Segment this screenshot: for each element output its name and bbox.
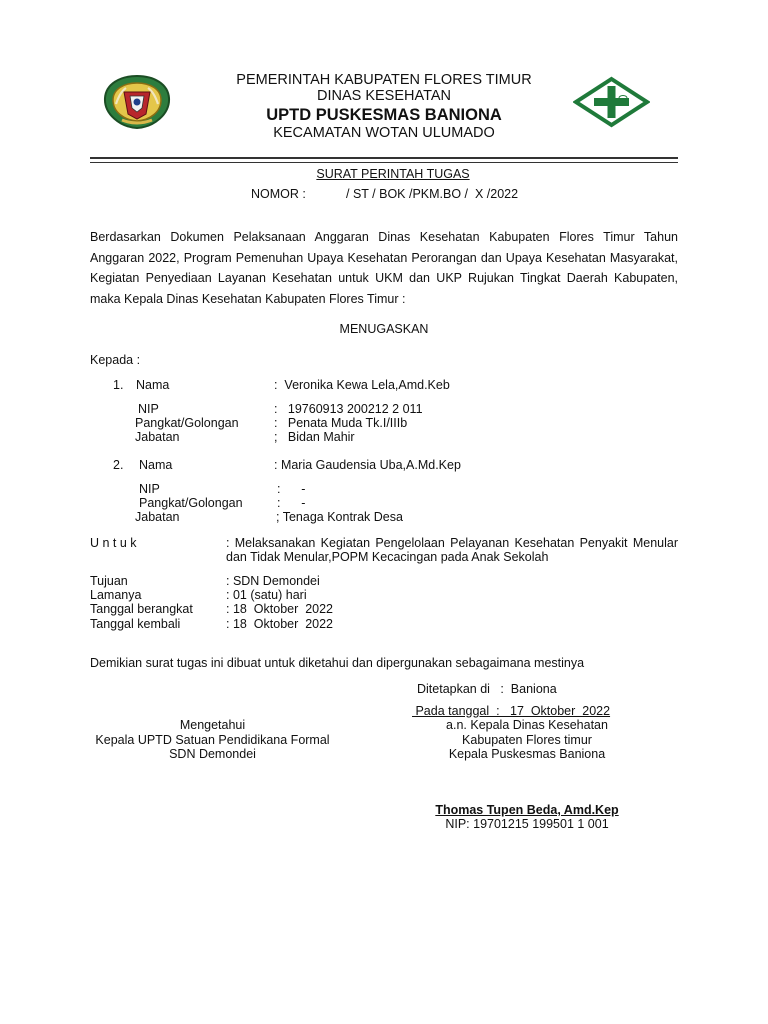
person-1-number: 1. bbox=[113, 378, 124, 392]
intro-text: Berdasarkan Dokumen Pelaksanaan Anggaran Dinas Kesehatan Kabupaten Flores Timur Tahun Anggaran 2022, Program Pemenuhan Upaya Kesehatan Perorangan dan Upaya Kesehatan Masyarakat, Kegiatan Penyediaan Layanan Kesehatan untuk UKM dan UKP Rujukan Tingkat Daerah Kabupaten, maka Kepala Dinas Kesehatan Kabupaten Flores Timur : bbox=[90, 230, 678, 306]
person-1-jabatan-value: ; Bidan Mahir bbox=[274, 430, 355, 444]
right-sign-an: a.n. Kepala Dinas Kesehatan bbox=[446, 718, 608, 732]
person-2-pangkat-value: : - bbox=[277, 496, 306, 510]
ditetapkan-place: Ditetapkan di : Baniona bbox=[417, 682, 557, 696]
menugaskan-heading: MENUGASKAN bbox=[339, 322, 429, 336]
left-sign-school: SDN Demondei bbox=[169, 747, 256, 761]
person-1-nama-label: Nama bbox=[136, 378, 170, 392]
person-2-nip-value: : - bbox=[277, 482, 306, 496]
person-2-pangkat-label: Pangkat/Golongan bbox=[139, 496, 243, 510]
ditetapkan-date: Pada tanggal : 17 Oktober 2022 bbox=[412, 704, 611, 718]
person-2-jabatan-value: ; Tenaga Kontrak Desa bbox=[276, 510, 403, 524]
detail-berangkat-label: Tanggal berangkat bbox=[90, 602, 193, 616]
person-1-nip-label: NIP bbox=[138, 402, 159, 416]
detail-tujuan-label: Tujuan bbox=[90, 574, 128, 588]
person-1-pangkat-label: Pangkat/Golongan bbox=[135, 416, 239, 430]
person-2-nip-label: NIP bbox=[139, 482, 160, 496]
header-divider-thick bbox=[90, 157, 678, 159]
person-1-nip-value: : 19760913 200212 2 011 bbox=[274, 402, 423, 416]
signer-name: Thomas Tupen Beda, Amd.Kep bbox=[435, 803, 619, 817]
nomor-value: / ST / BOK /PKM.BO / X /2022 bbox=[346, 187, 519, 201]
header-department: DINAS KESEHATAN bbox=[316, 88, 452, 104]
detail-kembali-value: : 18 Oktober 2022 bbox=[226, 617, 334, 631]
right-sign-position: Kepala Puskesmas Baniona bbox=[448, 747, 606, 761]
detail-berangkat-value: : 18 Oktober 2022 bbox=[226, 602, 334, 616]
left-sign-position: Kepala UPTD Satuan Pendidikana Formal bbox=[95, 733, 330, 747]
untuk-line-1: : Melaksanakan Kegiatan Pengelolaan Pelayanan Kesehatan Penyakit Menular bbox=[226, 536, 678, 550]
detail-tujuan-value: : SDN Demondei bbox=[226, 574, 320, 588]
intro-paragraph bbox=[90, 227, 678, 309]
header-district: KECAMATAN WOTAN ULUMADO bbox=[273, 125, 495, 141]
left-sign-mengetahui: Mengetahui bbox=[179, 718, 246, 732]
header-institution: UPTD PUSKESMAS BANIONA bbox=[266, 106, 502, 124]
letter-title: SURAT PERINTAH TUGAS bbox=[316, 167, 470, 181]
kepada-label: Kepada : bbox=[90, 353, 141, 367]
person-2-jabatan-label: Jabatan bbox=[135, 510, 180, 524]
header-government: PEMERINTAH KABUPATEN FLORES TIMUR bbox=[236, 72, 532, 88]
detail-lamanya-label: Lamanya bbox=[90, 588, 142, 602]
person-1-pangkat-value: : Penata Muda Tk.I/IIIb bbox=[274, 416, 408, 430]
signer-nip: NIP: 19701215 199501 1 001 bbox=[445, 817, 609, 831]
untuk-line-2: dan Tidak Menular,POPM Kecacingan pada Anak Sekolah bbox=[226, 550, 549, 564]
detail-lamanya-value: : 01 (satu) hari bbox=[226, 588, 307, 602]
right-sign-region: Kabupaten Flores timur bbox=[462, 733, 592, 747]
detail-kembali-label: Tanggal kembali bbox=[90, 617, 181, 631]
person-2-number: 2. bbox=[113, 458, 124, 472]
person-2-nama-label: Nama bbox=[139, 458, 173, 472]
header-divider-thin bbox=[90, 162, 678, 163]
nomor-label: NOMOR : bbox=[251, 187, 306, 201]
person-2-nama-value: : Maria Gaudensia Uba,A.Md.Kep bbox=[274, 458, 461, 472]
untuk-label: U n t u k bbox=[90, 536, 137, 550]
person-1-nama-value: : Veronika Kewa Lela,Amd.Keb bbox=[274, 378, 450, 392]
person-1-jabatan-label: Jabatan bbox=[135, 430, 180, 444]
closing-statement: Demikian surat tugas ini dibuat untuk diketahui dan dipergunakan sebagaimana mestinya bbox=[90, 656, 585, 670]
